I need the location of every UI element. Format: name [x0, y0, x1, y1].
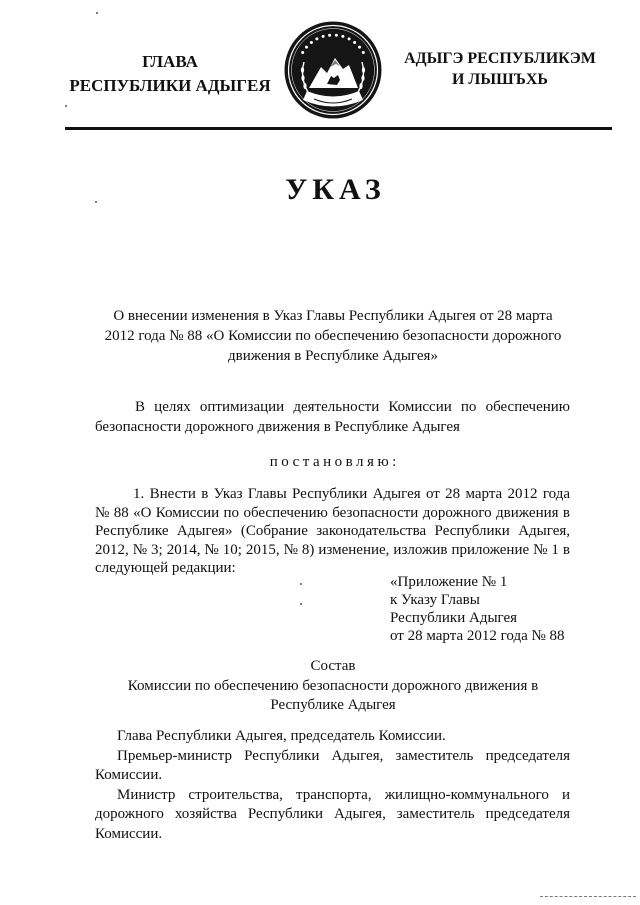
member-line: Министр строительства, транспорта, жилищно-коммунального и [117, 786, 570, 803]
appendix-line: от 28 марта 2012 года № 88 [390, 628, 565, 644]
appendix-line: к Указу Главы [390, 592, 480, 608]
composition-subtitle-line: Комиссии по обеспечению безопасности дорожного движения в [127, 677, 539, 694]
composition-subtitle-line: Республике Адыгея [270, 697, 396, 713]
commission-members-list [95, 727, 570, 844]
member-line: дорожного хозяйства Республики Адыгея, заместитель председателя [95, 806, 570, 822]
composition-heading [83, 657, 583, 716]
composition-title: Состав [310, 658, 356, 674]
scan-speck [96, 12, 98, 14]
point-1-line: 2012, № 3; 2014, № 10; 2015, № 8) изменение, изложив приложение № 1 в [95, 541, 570, 558]
point-1-line: 1. Внести в Указ Главы Республики Адыгея от 28 марта 2012 года [133, 486, 570, 502]
header-left-title [60, 50, 280, 98]
header-left-line-2: РЕСПУБЛИКИ АДЫГЕЯ [69, 76, 271, 95]
decree-subject [83, 306, 583, 366]
header-right-line-1: АДЫГЭ РЕСПУБЛИКЭМ [404, 50, 596, 67]
point-1-line: № 88 «О Комиссии по обеспечению безопасности дорожного движения в [95, 504, 570, 521]
appendix-line: Республики Адыгея [390, 610, 518, 626]
header-right-title [390, 48, 610, 90]
subject-line: 2012 года № 88 «О Комиссии по обеспечению безопасности дорожного [104, 328, 562, 344]
preamble-line: В целях оптимизации деятельности Комиссии по обеспечению [135, 399, 570, 415]
resolution-word: постановляю: [269, 454, 400, 470]
header-left-line-1: ГЛАВА [142, 52, 198, 71]
member-line: Комиссии. [95, 767, 163, 783]
subject-line: движения в Республике Адыгея» [228, 348, 438, 364]
member-line: Комиссии. [95, 825, 163, 842]
subject-line: О внесении изменения в Указ Главы Республики Адыгея от 28 марта [113, 308, 553, 324]
scan-speck [95, 201, 97, 203]
scan-speck [300, 583, 302, 585]
point-1-line: следующей редакции: [95, 560, 236, 577]
preamble-line: безопасности дорожного движения в Республике Адыгея [95, 419, 460, 435]
member-line: Премьер-министр Республики Адыгея, заместитель председателя [117, 747, 570, 764]
header-divider [65, 127, 612, 130]
member-line: Глава Республики Адыгея, председатель Комиссии. [117, 728, 446, 744]
appendix-line: «Приложение № 1 [390, 574, 508, 590]
header-right-line-2: И ЛЫШЪХЬ [451, 71, 549, 88]
appendix-reference [390, 573, 620, 645]
scan-speck [300, 603, 302, 605]
point-1-line: Республике Адыгея» (Собрание законодательства Республики Адыгея, [95, 523, 570, 540]
decree-point-1 [95, 485, 570, 578]
preamble-paragraph [95, 397, 570, 437]
document-title: УКАЗ [285, 173, 386, 206]
scan-speck [65, 105, 67, 107]
coat-of-arms-icon [283, 20, 383, 120]
scan-edge-line [540, 896, 636, 897]
